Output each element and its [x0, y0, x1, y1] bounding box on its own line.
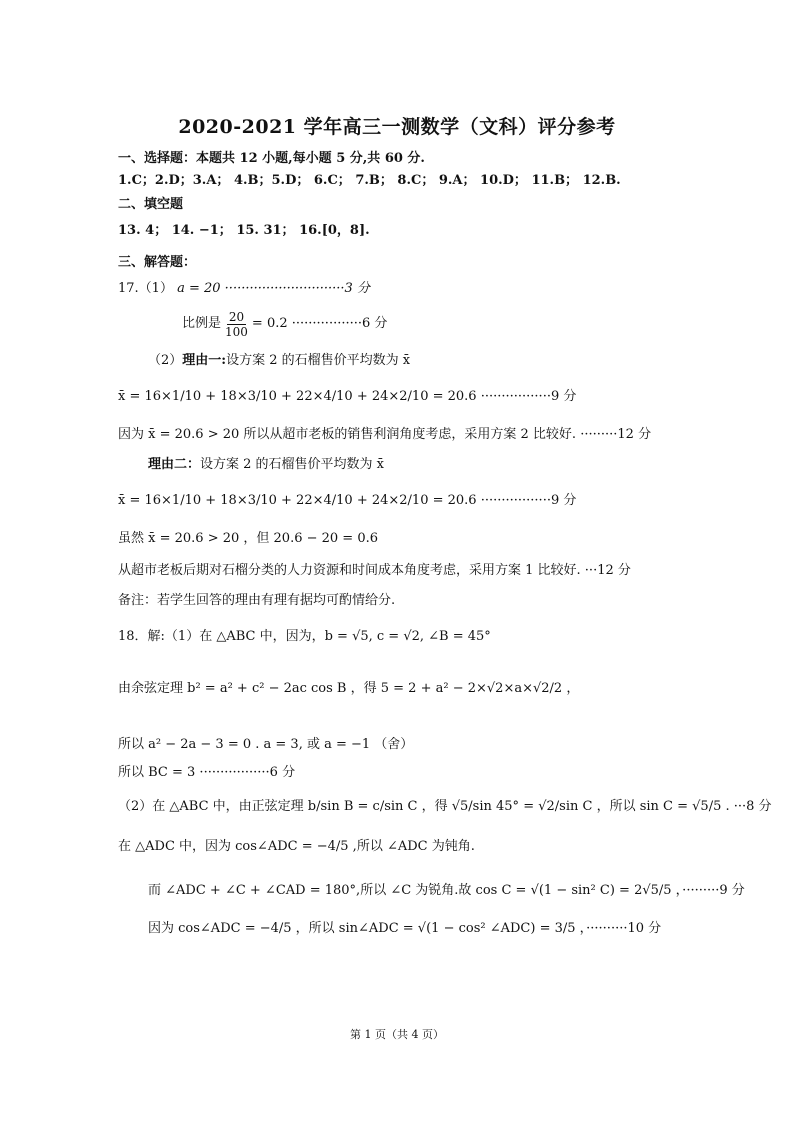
- q18-cos-c: 而 ∠ADC + ∠C + ∠CAD = 180°,所以 ∠C 为锐角.故 cos C = √(1 − sin² C) = 2√5/5 ，·········9 分: [148, 883, 745, 898]
- q17-ratio-result: = 0.2 ·················6 分: [251, 316, 388, 331]
- q17-comparison: 虽然 x̄ = 20.6 > 20 ，但 20.6 − 20 = 0.6: [118, 531, 379, 546]
- q17-part1: [118, 280, 370, 298]
- q17-conclusion-1: 因为 x̄ = 20.6 > 20 所以从超市老板的销售利润角度考虑，采用方案 2 比较好. ·········12 分: [118, 427, 652, 442]
- q17-reason-2-label: 理由二：: [148, 457, 201, 472]
- q17-mean-equation-1: x̄ = 16×1/10 + 18×3/10 + 22×4/10 + 24×2/10 = 20.6 ·················9 分: [118, 389, 577, 404]
- section-2-heading: 二、填空题: [118, 197, 184, 212]
- q18-part1-given: 18．解:（1）在 △ABC 中，因为，b = √5, c = √2, ∠B = 45°: [118, 629, 491, 644]
- q18-sin-adc: 因为 cos∠ADC = −4/5 ，所以 sin∠ADC = √(1 − cos² ∠ADC) = 3/5 ，··········10 分: [148, 921, 662, 936]
- q18-quadratic: 所以 a² − 2a − 3 = 0 . a = 3, 或 a = −1 （舍）: [118, 737, 414, 752]
- q18-cosine-rule: 由余弦定理 b² = a² + c² − 2ac cos B ，得 5 = 2 + a² − 2×√2×a×√2/2 ，: [118, 681, 580, 696]
- q17-conclusion-2: 从超市老板后期对石榴分类的人力资源和时间成本角度考虑，采用方案 1 比较好. ···12 分: [118, 563, 631, 578]
- section-1-heading: 一、选择题：本题共 12 小题,每小题 5 分,共 60 分.: [118, 151, 425, 166]
- q17-part2-label: （2）: [148, 353, 183, 368]
- q17-reason-2-intro: [148, 456, 384, 474]
- section-3-heading: 三、解答题：: [118, 255, 197, 270]
- fraction-denominator: 100: [225, 324, 248, 339]
- q17-reason-2-text: 设方案 2 的石榴售价平均数为 x̄: [200, 457, 385, 472]
- q18-obtuse-angle: 在 △ADC 中，因为 cos∠ADC = −4/5 ,所以 ∠ADC 为钝角.: [118, 839, 475, 854]
- q18-part1-answer: 所以 BC = 3 ·················6 分: [118, 765, 296, 780]
- section-1-answers: 1.C；2.D；3.A； 4.B；5.D； 6.C； 7.B； 8.C； 9.A； 10.D； 11.B； 12.B.: [118, 173, 621, 188]
- q17-label: 17.（1）: [118, 281, 173, 296]
- q17-ratio-fraction: [223, 310, 250, 339]
- q17-reason-1-label: 理由一:: [182, 353, 227, 368]
- q17-reason-1-intro: [148, 352, 410, 370]
- q17-reason-1-text: 设方案 2 的石榴售价平均数为 x̄: [226, 353, 411, 368]
- fraction-numerator: 20: [228, 309, 245, 324]
- q17-mean-equation-2: x̄ = 16×1/10 + 18×3/10 + 22×4/10 + 24×2/10 = 20.6 ·················9 分: [118, 493, 577, 508]
- page-title: 2020-2021 学年高三一测数学（文科）评分参考: [178, 116, 616, 138]
- section-2-answers: 13. 4； 14. −1； 15. 31； 16.[0，8].: [118, 223, 370, 238]
- q17-note: 备注：若学生回答的理由有理有据均可酌情给分.: [118, 593, 396, 608]
- q18-sine-rule: （2）在 △ABC 中，由正弦定理 b/sin B = c/sin C ，得 √5/sin 45° = √2/sin C ，所以 sin C = √5/5 . ···8 分: [118, 799, 772, 814]
- q17-ratio-prefix: 比例是: [182, 316, 222, 331]
- page-footer: 第 1 页（共 4 页）: [350, 1028, 444, 1041]
- q17-part1-answer: a = 20 ·····························3 分: [177, 281, 370, 296]
- q17-ratio: [182, 306, 387, 342]
